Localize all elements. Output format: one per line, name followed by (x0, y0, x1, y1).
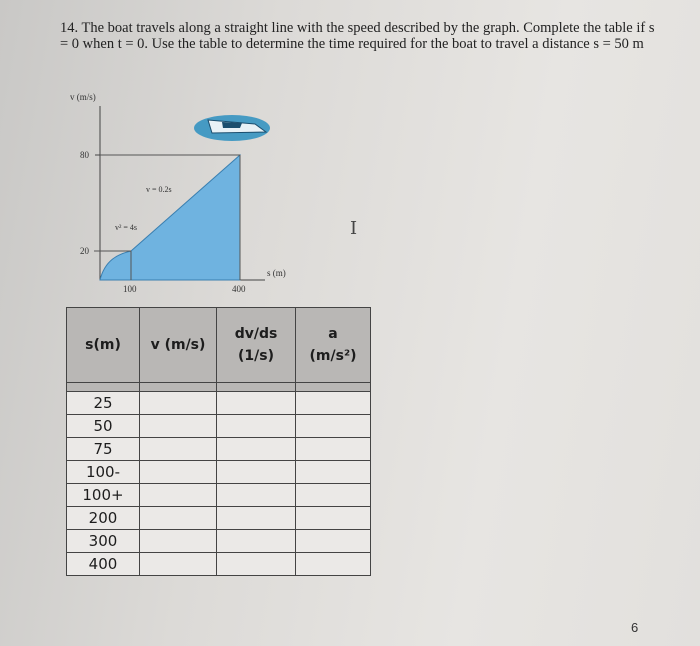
segment2-label: v = 0.2s (146, 185, 172, 194)
s-cell: 300 (67, 530, 140, 553)
table-row (67, 461, 371, 484)
y-tick-80: 80 (80, 150, 89, 160)
dvds-cell[interactable] (217, 438, 296, 461)
s-cell: 75 (67, 438, 140, 461)
velocity-distance-graph (60, 88, 320, 298)
x-axis-label: s (m) (267, 268, 286, 278)
v-cell[interactable] (140, 438, 217, 461)
v-cell[interactable] (140, 484, 217, 507)
header-s: s(m) (67, 308, 140, 383)
table-row (67, 438, 371, 461)
dvds-cell[interactable] (217, 461, 296, 484)
header-dvds-bottom: (1/s) (238, 348, 274, 364)
table-row (67, 507, 371, 530)
s-cell: 200 (67, 507, 140, 530)
a-cell[interactable] (296, 415, 371, 438)
dvds-cell[interactable] (217, 415, 296, 438)
a-cell[interactable] (296, 507, 371, 530)
segment1-label: v² = 4s (115, 223, 138, 232)
v-cell[interactable] (140, 553, 217, 576)
shaded-region (100, 155, 240, 280)
table-row (67, 484, 371, 507)
header-dvds (217, 308, 296, 383)
x-tick-100: 100 (123, 284, 137, 294)
problem-text: The boat travels along a straight line with the speed described by the graph. Complete the table if s = 0 when t = 0. Use the table to determine the time required for the boat to travel a distance s = 50 m (60, 20, 655, 52)
a-cell[interactable] (296, 461, 371, 484)
table-row (67, 530, 371, 553)
v-cell[interactable] (140, 392, 217, 415)
header-a-bottom: (m/s²) (309, 348, 357, 364)
s-cell: 50 (67, 415, 140, 438)
dvds-cell[interactable] (217, 484, 296, 507)
s-cell: 25 (67, 392, 140, 415)
table-header-row (67, 308, 371, 383)
y-tick-20: 20 (80, 246, 89, 256)
v-cell[interactable] (140, 461, 217, 484)
table-row (67, 392, 371, 415)
table-row (67, 553, 371, 576)
a-cell[interactable] (296, 530, 371, 553)
dvds-cell[interactable] (217, 530, 296, 553)
problem-number: 14. (60, 20, 79, 36)
header-a (296, 308, 371, 383)
table-row (67, 415, 371, 438)
header-a-top: a (328, 326, 338, 342)
header-v: v (m/s) (140, 308, 217, 383)
dvds-cell[interactable] (217, 392, 296, 415)
s-cell: 100+ (67, 484, 140, 507)
a-cell[interactable] (296, 392, 371, 415)
s-cell: 400 (67, 553, 140, 576)
problem-statement (60, 20, 660, 52)
table-spacer-row (67, 383, 371, 392)
a-cell[interactable] (296, 553, 371, 576)
boat-icon (194, 115, 270, 141)
text-cursor-icon: I (350, 218, 358, 239)
dvds-cell[interactable] (217, 553, 296, 576)
header-dvds-top: dv/ds (234, 326, 278, 342)
v-cell[interactable] (140, 507, 217, 530)
a-cell[interactable] (296, 484, 371, 507)
page-number: 6 (631, 620, 639, 635)
y-axis-label: v (m/s) (70, 92, 96, 102)
kinematics-table (66, 307, 371, 576)
v-cell[interactable] (140, 415, 217, 438)
v-cell[interactable] (140, 530, 217, 553)
s-cell: 100- (67, 461, 140, 484)
dvds-cell[interactable] (217, 507, 296, 530)
x-tick-400: 400 (232, 284, 246, 294)
a-cell[interactable] (296, 438, 371, 461)
